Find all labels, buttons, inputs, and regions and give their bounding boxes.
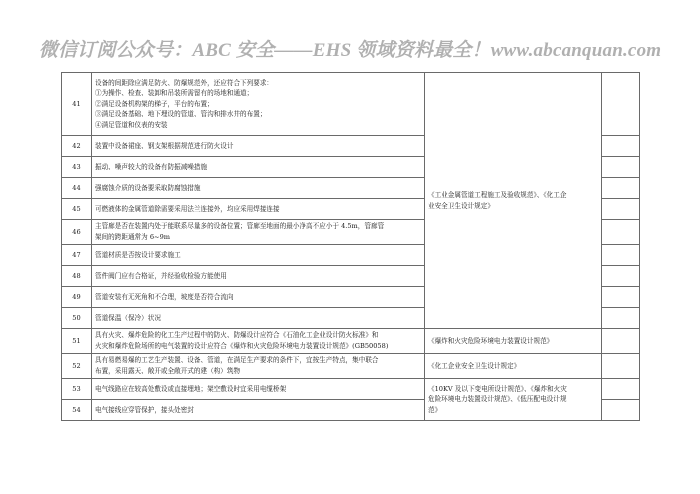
check-item: 强腐蚀介质的设备要采取防腐蚀措施 [92,178,425,199]
row-number: 42 [62,136,92,157]
row-number: 54 [62,400,92,421]
check-item: 可燃液体的金属管道除需要采用法兰连接外，均应采用焊接连接 [92,199,425,220]
check-item-line: 火灾和爆炸危险场所的电气装置的设计应符合《爆炸和火灾危险环境电力装置设计规范》(GB50058) [95,342,389,350]
check-item [92,354,425,379]
check-item-line: ③满足设备基础、地下埋设的管道、管沟和排水井的布置； [95,110,267,119]
table-row [62,329,640,354]
result-cell [602,287,640,308]
result-cell [602,245,640,266]
reference-cell: 《爆炸和火灾危险环境电力装置设计规范》 [425,329,602,354]
row-number: 46 [62,220,92,245]
row-number: 50 [62,308,92,329]
check-item: 管件阀门应有合格证，并经验收检验方能使用 [92,266,425,287]
result-cell [602,266,640,287]
check-item-line: ②满足设备机构架的梯子，平台的布置； [95,99,214,108]
check-item: 装置中设备裙座、钢支架根据规范进行防火设计 [92,136,425,157]
row-number: 48 [62,266,92,287]
check-item: 管道保温（保冷）状况 [92,308,425,329]
check-item [92,220,425,245]
reference-cell: 《化工企业安全卫生设计规定》 [425,354,602,379]
check-item: 电气线路应在较高处敷设或直接埋地；架空敷设时宜采用电缆桥架 [92,379,425,400]
result-cell [602,329,640,354]
result-cell [602,379,640,400]
check-item-line: 架间的跨距通常为 6~9m [95,233,171,241]
check-item-line: 具有易燃易爆的工艺生产装置、设备、管道，在满足生产要求的条件下，宜按生产特点，集中联合 [95,356,379,365]
row-number: 45 [62,199,92,220]
row-number: 53 [62,379,92,400]
reference-cell [425,73,602,329]
result-cell [602,199,640,220]
reference-line: 范》 [428,405,442,414]
row-number: 49 [62,287,92,308]
table-row [62,379,640,400]
row-number: 52 [62,354,92,379]
checklist-table [61,72,640,421]
check-item: 管道材质是否按设计要求施工 [92,245,425,266]
reference-cell [425,379,602,421]
table-row [62,73,640,136]
row-number: 51 [62,329,92,354]
check-item-line: ①为操作、检查、装卸和吊装所需留有的场地和通道； [95,89,254,98]
row-number: 43 [62,157,92,178]
result-cell [602,308,640,329]
check-item-line: 布置，采用露天、敞开或全敞开式的建（构）筑物 [95,367,241,375]
result-cell [602,73,640,136]
row-number: 44 [62,178,92,199]
result-cell [602,400,640,421]
check-item: 振动、噪声较大的设备有防振减噪措施 [92,157,425,178]
reference-line: 业安全卫生设计规定》 [428,201,494,210]
result-cell [602,136,640,157]
reference-line: 《10KV 及以下变电所设计规范》、《爆炸和火灾 [428,384,567,393]
check-item-line: ④满足管道和仪表的安装 [95,120,168,129]
check-item-line: 设备的间距除应满足防火、防爆规范外，还应符合下列要求： [95,78,274,87]
check-item-line: 主管廊是否在装置内处于能联系尽量多的设备位置；管廊至地面的最小净高不应小于 4.5m，管廊管 [95,222,385,231]
row-number: 47 [62,245,92,266]
result-cell [602,354,640,379]
check-item: 电气接线应穿管保护，接头处密封 [92,400,425,421]
result-cell [602,178,640,199]
check-item [92,329,425,354]
row-number: 41 [62,73,92,136]
reference-line: 《工业金属管道工程施工及验收规范》、《化工企 [428,190,567,199]
check-item [92,73,425,136]
reference-line: 危险环境电力装置设计规范》、《低压配电设计规 [428,395,567,404]
result-cell [602,220,640,245]
table-row [62,354,640,379]
check-item: 管道安装有无死角和不合理，坡度是否符合流向 [92,287,425,308]
watermark-text: 微信订阅公众号：ABC 安全——EHS 领域资料最全！www.abcanquan.com [38,40,662,61]
result-cell [602,157,640,178]
check-item-line: 具有火灾、爆炸危险的化工生产过程中的防火、防爆设计应符合《石油化工企业设计防火标准》和 [95,331,379,340]
